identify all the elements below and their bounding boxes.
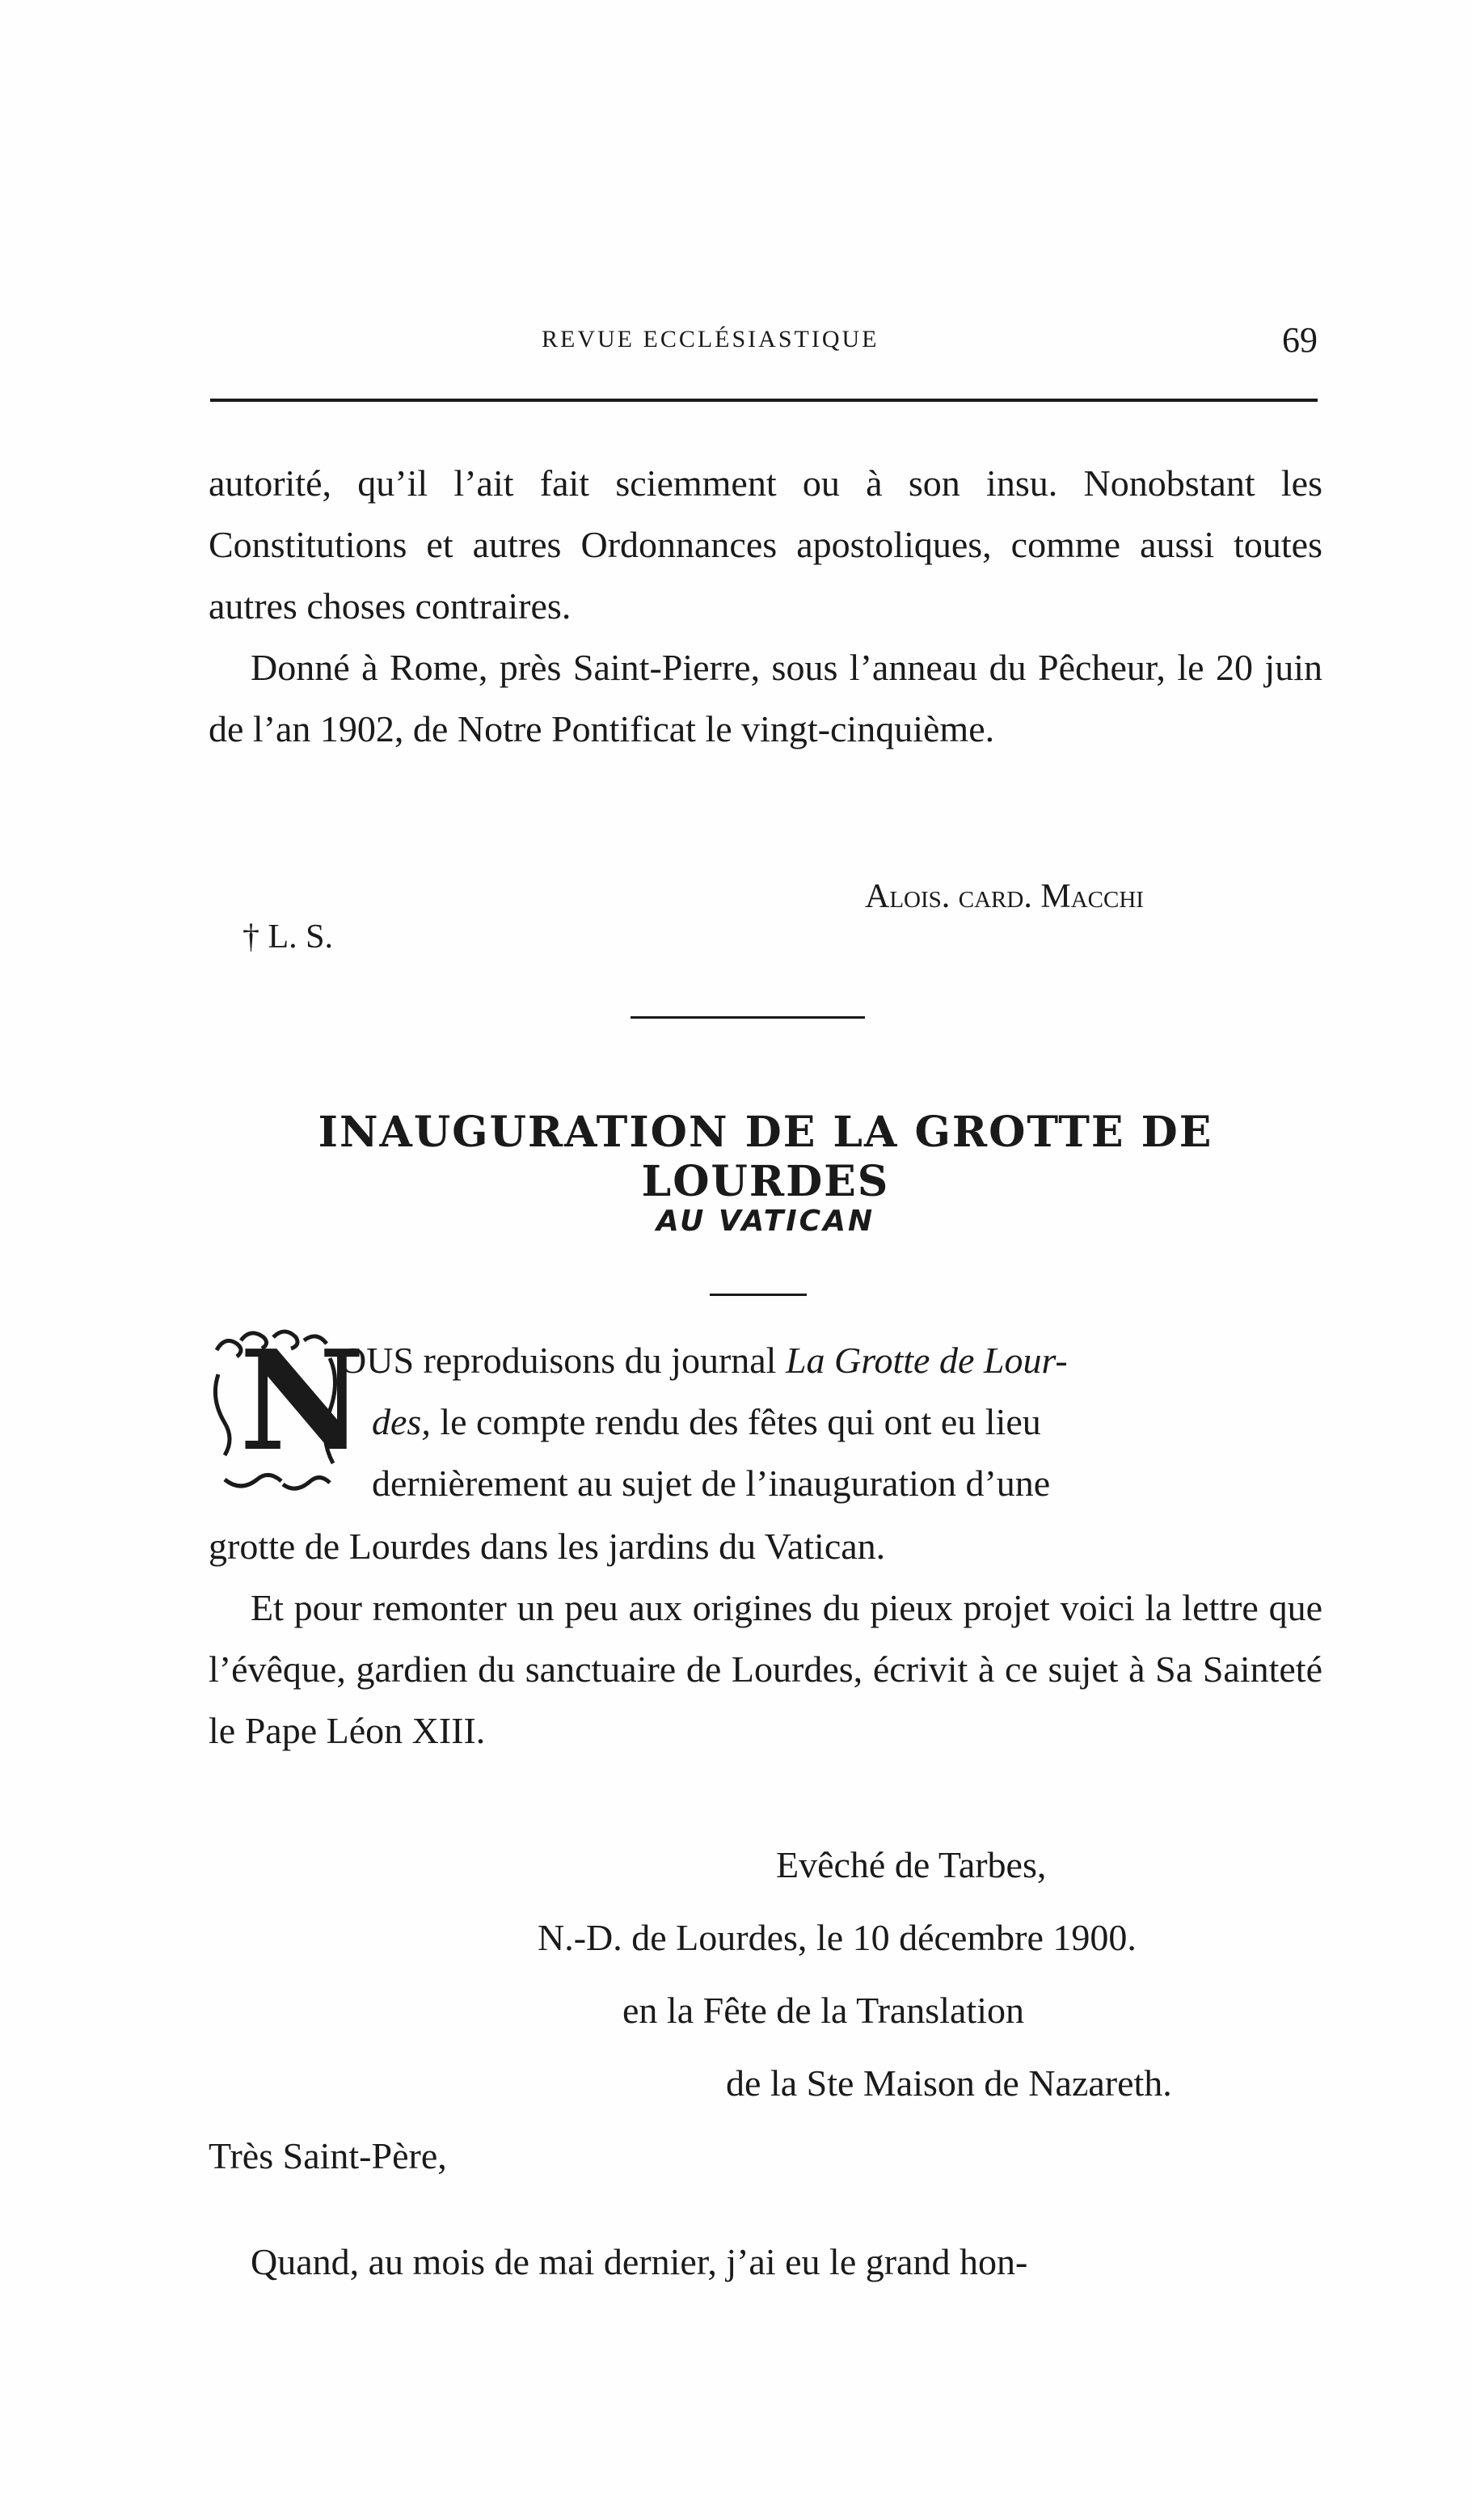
article-title: INAUGURATION DE LA GROTTE DE LOURDES	[318, 1108, 1213, 1206]
paragraph-given-at-rome: Donné à Rome, près Saint-Pierre, sous l’anneau du Pêcheur, le 20 juin de l’an 1902, de Notre Pontificat le vingt-cinquième.	[209, 647, 1322, 749]
journal-title-part2: des,	[372, 1401, 431, 1442]
article-subtitle: AU VATICAN	[656, 1205, 875, 1238]
dateline-2: N.-D. de Lourdes, le 10 décembre 1900.	[538, 1917, 1137, 1958]
ornamental-dropcap	[209, 1320, 365, 1496]
page-number: 69	[1282, 320, 1318, 360]
dateline-3: en la Fête de la Translation	[622, 1990, 1024, 2031]
lead-line-1	[340, 1330, 1322, 1391]
header-rule	[210, 399, 1318, 402]
article-lead	[340, 1330, 1322, 1514]
signature: Alois. card. Macchi	[865, 878, 1144, 915]
paragraph-vatican-gardens: grotte de Lourdes dans les jardins du Vatican.	[209, 1526, 886, 1567]
paragraph-continuation: autorité, qu’il l’ait fait sciemment ou à son insu. Nonobstant les Constitutions et autres Ordonnances apostoliques, comme aussi toutes autres choses contraires.	[209, 462, 1322, 627]
letter-first-line: Quand, au mois de mai dernier, j’ai eu le grand hon-	[251, 2241, 1028, 2282]
running-header	[210, 319, 1318, 368]
dropcap-letter: N	[239, 1320, 365, 1482]
lead-line-2	[340, 1391, 1322, 1453]
article-body	[209, 1516, 1322, 1762]
running-title: REVUE ECCLÉSIASTIQUE	[542, 326, 879, 352]
journal-title-part1: La Grotte de Lour-	[785, 1340, 1068, 1381]
paragraph-origins: Et pour remonter un peu aux origines du pieux projet voici la lettre que l’évêque, gardien du sanctuaire de Lourdes, écrivit à ce sujet à Sa Sainteté le Pape Léon XIII.	[209, 1587, 1322, 1751]
dateline-4: de la Ste Maison de Nazareth.	[726, 2062, 1172, 2104]
title-divider	[710, 1294, 807, 1296]
decree-ending	[209, 453, 1322, 760]
seal-mark: † L. S.	[243, 918, 334, 956]
dateline-1: Evêché de Tarbes,	[776, 1844, 1047, 1885]
lead-line-2-text: le compte rendu des fêtes qui ont eu lieu	[430, 1401, 1041, 1442]
section-divider	[631, 1016, 865, 1019]
lead-line-1-text: OUS reproduisons du journal	[340, 1340, 786, 1381]
salutation: Très Saint-Père,	[209, 2135, 447, 2176]
letter-opening	[209, 2231, 1322, 2293]
lead-line-3: dernièrement au sujet de l’inauguration d’une	[372, 1463, 1051, 1504]
